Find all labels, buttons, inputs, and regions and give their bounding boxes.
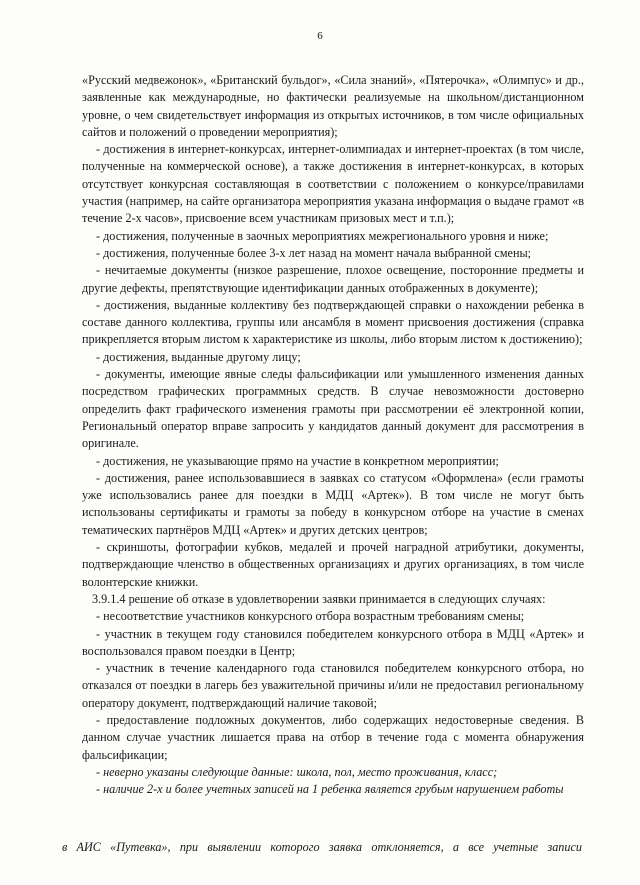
paragraph-2: - достижения в интернет-конкурсах, интернет-олимпиадах и интернет-проектах (в том числе, полученные на коммерческой основе), а также достижения в интернет-конкурсах, в которых отсутствует конкурсная составляющая в соответствии с положением о конкурсе/правилами участия (например, на сайте организатора мероприятия указана информация о выдаче грамот «в течение 2-х часов», присвоение всем участникам призовых мест и т.п.);: [82, 142, 584, 226]
page-number: 6: [317, 30, 323, 42]
paragraph-9: - достижения, не указывающие прямо на участие в конкретном мероприятии;: [96, 453, 499, 468]
paragraph-6: - достижения, выданные коллективу без подтверждающей справки о нахождении ребенка в составе данного коллектива, группы или ансамбля в момент присвоения достижения (справка прикрепляется вторым листом к характеристике из школы, либо вторым листом к достижению);: [82, 297, 584, 347]
paragraph-5: - нечитаемые документы (низкое разрешение, плохое освещение, посторонние предметы и другие дефекты, препятствующие идентификации данных отображенных в документе);: [82, 263, 584, 295]
paragraph-15: - участник в течение календарного года становился победителем конкурсного отбора, но отказался от поездки в лагерь без уважительной причины и/или не предоставил региональному оператору документ, подтверждающий наличие таковой;: [82, 661, 584, 710]
paragraph-10: - достижения, ранее использовавшиеся в заявках со статусом «Оформлена» (если грамоты уже использовались ранее для поездки в МДЦ «Артек»). В том числе не могут быть использованы сертификаты и грамоты за победу в конкурсном отборе на участие в сменах тематических партнёров МДЦ «Артек» и других детских центров;: [82, 470, 584, 537]
paragraph-11: - скриншоты, фотографии кубков, медалей и прочей наградной атрибутики, документы, подтверждающие членство в общественных организациях и других организациях, в том числе волонтерские книжки.: [82, 540, 584, 589]
document-body: [82, 72, 584, 798]
paragraph-12: 3.9.1.4 решение об отказе в удовлетворении заявки принимается в следующих случаях:: [92, 591, 546, 606]
paragraph-16: - предоставление подложных документов, либо содержащих недостоверные сведения. В данном случае участник лишается права на отбор в течение года с момента обнаружения фальсификации;: [82, 712, 584, 762]
paragraph-3: - достижения, полученные в заочных мероприятиях межрегионального уровня и ниже;: [96, 228, 549, 243]
paragraph-18: - наличие 2-х и более учетных записей на 1 ребенка является грубым нарушением работы: [96, 782, 564, 797]
paragraph-14: - участник в текущем году становился победителем конкурсного отбора в МДЦ «Артек» и воспользовался правом поездки в Центр;: [82, 626, 584, 658]
paragraph-17: - неверно указаны следующие данные: школа, пол, место проживания, класс;: [96, 764, 498, 779]
paragraph-13: - несоответствие участников конкурсного отбора возрастным требованиям смены;: [96, 609, 525, 624]
paragraph-1: «Русский медвежонок», «Британский бульдог», «Сила знаний», «Пятерочка», «Олимпус» и др., заявленные как международные, но фактически реализуемые на школьном/дистанционном уровне, о чем свидетельствует информация из открытых источников, в том числе официальных сайтов и положений о проведении мероприятия);: [82, 73, 584, 139]
paragraph-7: - достижения, выданные другому лицу;: [96, 349, 301, 364]
paragraph-4: - достижения, полученные более 3-х лет назад на момент начала выбранной смены;: [96, 245, 532, 260]
tail-line: в АИС «Путевка», при выявлении которого заявка отклоняется, а все учетные записи: [62, 840, 582, 854]
paragraph-8: - документы, имеющие явные следы фальсификации или умышленного изменения данных посредством графических программных средств. В случае невозможности достоверно определить факт графического изменения грамоты при рассмотрении её электронной копии, Региональный оператор вправе запросить у кандидатов данный документ для рассмотрения в оригинале.: [82, 367, 584, 451]
